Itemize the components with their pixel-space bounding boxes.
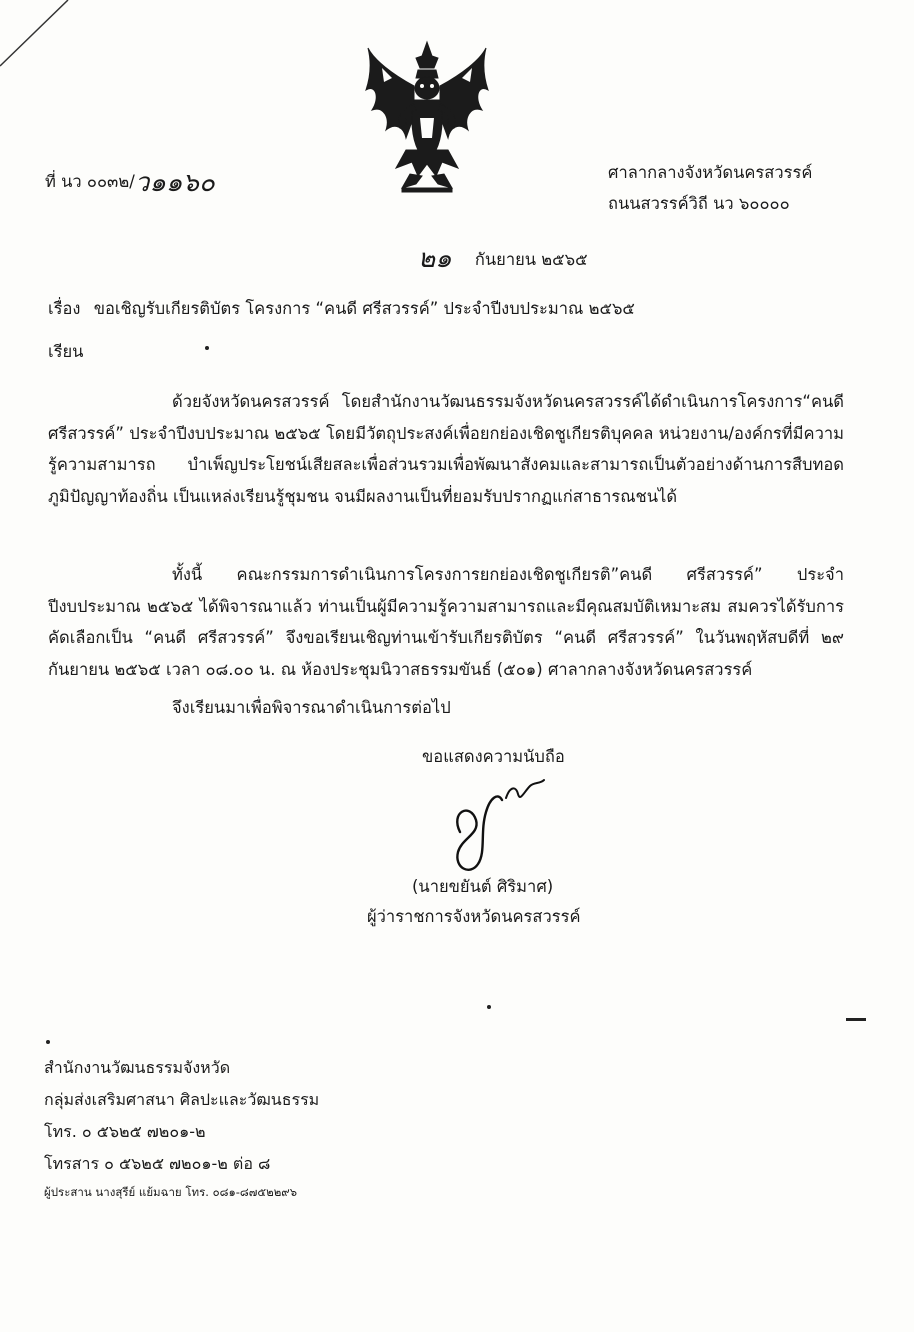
footer-group: กลุ่มส่งเสริมศาสนา ศิลปะและวัฒนธรรม: [44, 1090, 320, 1109]
signer-title: ผู้ว่าราชการจังหวัดนครสวรรค์: [367, 907, 581, 926]
salutation: เรียน: [48, 342, 84, 361]
reference-handwritten: ว๑๑๖๐: [134, 168, 215, 198]
subject-label: เรื่อง: [48, 299, 81, 318]
stray-mark: [205, 346, 209, 350]
body-paragraph-3: จึงเรียนมาเพื่อพิจารณาดำเนินการต่อไป: [172, 698, 451, 717]
garuda-emblem-icon: [362, 38, 492, 196]
subject-line: [48, 298, 635, 320]
date-day-handwritten: ๒๑: [418, 244, 452, 274]
sender-office: ศาลากลางจังหวัดนครสวรรค์: [608, 163, 813, 182]
footer-department: สำนักงานวัฒนธรรมจังหวัด: [44, 1058, 231, 1077]
subject-text: ขอเชิญรับเกียรติบัตร โครงการ “คนดี ศรีสวรรค์” ประจำปีงบประมาณ ๒๕๖๕: [93, 299, 635, 318]
footer-telephone: โทร. ๐ ๕๖๒๕ ๗๒๐๑-๒: [44, 1122, 206, 1141]
letter-date: [418, 244, 588, 274]
body-paragraph-2: [48, 559, 844, 685]
signer-name: (นายขยันต์ ศิริมาศ): [412, 877, 554, 896]
body-paragraph-1: [48, 386, 844, 512]
body-paragraph-1-text: ด้วยจังหวัดนครสวรรค์ โดยสำนักงานวัฒนธรรมจังหวัดนครสวรรค์ได้ดำเนินการโครงการ“คนดี ศรีสวรรค์” ประจำปีงบประมาณ ๒๕๖๕ โดยมีวัตถุประสงค์เพื่อยกย่องเชิดชูเกียรติบุคคล หน่วยงาน/องค์กรที่มีความรู้ความสามารถ บำเพ็ญประโยชน์เสียสละเพื่อส่วนรวมเพื่อพัฒนาสังคมและสามารถเป็นตัวอย่างด้านการสืบทอดภูมิปัญญาท้องถิ่น เป็นแหล่งเรียนรู้ชุมชน จนมีผลงานเป็นที่ยอมรับปรากฏแก่สาธารณชนได้: [48, 392, 844, 506]
date-month-year: กันยายน ๒๕๖๕: [474, 250, 588, 269]
closing-regards: ขอแสดงความนับถือ: [422, 747, 565, 766]
sender-address: ถนนสวรรค์วิถี นว ๖๐๐๐๐: [608, 194, 790, 213]
stray-mark: [487, 1005, 491, 1009]
stray-mark: [846, 1018, 866, 1021]
handwritten-signature: [440, 772, 560, 882]
stray-mark: [46, 1040, 50, 1044]
footer-fax: โทรสาร ๐ ๕๖๒๕ ๗๒๐๑-๒ ต่อ ๘: [44, 1154, 271, 1173]
body-paragraph-2-text: ทั้งนี้ คณะกรรมการดำเนินการโครงการยกย่องเชิดชูเกียรติ”คนดี ศรีสวรรค์” ประจำปีงบประมาณ ๒๕๖๕ ได้พิจารณาแล้ว ท่านเป็นผู้มีความรู้ความสามารถและมีคุณสมบัติเหมาะสม สมควรได้รับการคัดเลือกเป็น “คนดี ศรีสวรรค์” จึงขอเรียนเชิญท่านเข้ารับเกียรติบัตร “คนดี ศรีสวรรค์” ในวันพฤหัสบดีที่ ๒๙ กันยายน ๒๕๖๕ เวลา ๐๘.๐๐ น. ณ ห้องประชุมนิวาสธรรมขันธ์ (๕๐๑) ศาลากลางจังหวัดนครสวรรค์: [48, 565, 844, 679]
reference-number: [45, 168, 215, 198]
reference-prefix: ที่ นว ๐๐๓๒/: [45, 172, 135, 191]
footer-coordinator: ผู้ประสาน นางสุรีย์ แย้มฉาย โทร. ๐๘๑-๘๗๕๒๒๙๖: [44, 1185, 298, 1199]
